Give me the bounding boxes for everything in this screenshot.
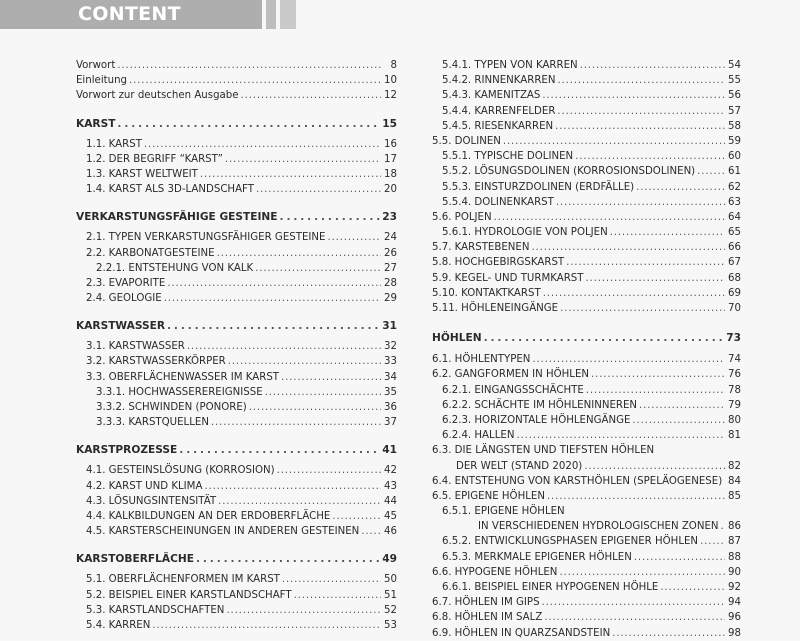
toc-entry-title: 2.2.1. ENTSTEHUNG VON KALK	[96, 262, 254, 274]
toc-entry	[76, 572, 397, 587]
toc-entry	[76, 58, 397, 73]
toc-entry-title: 5.5.4. DOLINENKARST	[442, 196, 554, 208]
toc-entry	[432, 352, 741, 367]
toc-entry-title: 1.2. DER BEGRIFF “KARST”	[86, 153, 223, 165]
toc-page-number: 35	[384, 386, 397, 398]
toc-entry	[76, 479, 397, 494]
toc-leader-dots	[721, 519, 726, 534]
toc-leader-dots	[544, 610, 725, 625]
toc-entry	[432, 255, 741, 270]
toc-leader-dots	[542, 595, 725, 610]
toc-entry-title: Vorwort	[76, 60, 116, 71]
toc-entry	[432, 104, 741, 119]
toc-entry-title: 6.5. EPIGENE HÖHLEN	[432, 490, 545, 502]
toc-chapter	[432, 330, 741, 347]
toc-leader-dots	[555, 119, 725, 134]
toc-page-number: 54	[728, 60, 741, 71]
toc-entry-title: 5.3. KARSTLANDSCHAFTEN	[86, 604, 225, 616]
toc-leader-dots	[516, 428, 725, 443]
toc-page-number: 64	[728, 211, 741, 223]
toc-page-number: 65	[728, 227, 741, 239]
toc-entry	[432, 504, 741, 519]
toc-leader-dots	[575, 149, 725, 164]
toc-entry	[76, 524, 397, 539]
toc-page-number: 58	[728, 120, 741, 132]
toc-page-number: 59	[728, 135, 741, 147]
toc-leader-dots	[584, 459, 725, 474]
toc-entry	[432, 286, 741, 301]
toc-page-number: 26	[384, 247, 397, 259]
toc-entry	[76, 415, 397, 430]
toc-entry-title: 5.4.4. KARRENFELDER	[442, 105, 556, 117]
toc-leader-dots	[167, 276, 381, 291]
toc-entry-title: 3.3. OBERFLÄCHENWASSER IM KARST	[86, 371, 280, 383]
toc-page-number: 66	[728, 242, 741, 254]
toc-entry-title: 5.6.1. HYDROLOGIE VON POLJEN	[442, 227, 608, 239]
toc-leader-dots	[542, 88, 725, 103]
toc-page-number: 50	[384, 574, 397, 586]
toc-leader-dots	[566, 255, 725, 270]
toc-page-number: 8	[390, 60, 397, 71]
toc-leader-dots	[556, 195, 725, 210]
toc-leader-dots	[724, 474, 725, 489]
toc-leader-dots	[225, 152, 381, 167]
toc-page-number: 33	[384, 356, 397, 368]
toc-entry-title: 6.2. GANGFORMEN IN HÖHLEN	[432, 369, 590, 381]
toc-page-number: 43	[384, 480, 397, 492]
page-title: CONTENT	[78, 3, 181, 25]
toc-page-number: 82	[728, 460, 741, 472]
toc-page-number: 67	[728, 257, 741, 269]
toc-entry-title: 3.3.2. SCHWINDEN (PONORE)	[96, 402, 247, 413]
toc-entry	[432, 519, 741, 534]
toc-entry	[432, 489, 741, 504]
toc-entry	[76, 339, 397, 354]
toc-entry-title: 6.5.1. EPIGENE HÖHLEN	[442, 506, 565, 518]
toc-entry-title: 1.4. KARST ALS 3D-LANDSCHAFT	[86, 184, 254, 196]
toc-leader-dots	[503, 134, 725, 149]
toc-page-number: 24	[384, 232, 397, 244]
toc-page-number: 36	[384, 402, 397, 413]
toc-leader-dots	[196, 551, 380, 568]
toc-page-number: 29	[384, 293, 397, 305]
toc-entry	[432, 271, 741, 286]
toc-leader-dots	[241, 88, 381, 103]
toc-leader-dots	[547, 489, 725, 504]
toc-entry	[432, 565, 741, 580]
toc-page-number: 70	[728, 303, 741, 314]
toc-entry-title: 5.1. OBERFLÄCHENFORMEN IM KARST	[86, 574, 280, 586]
toc-entry-title: Vorwort zur deutschen Ausgabe	[76, 90, 239, 102]
toc-page-number: 92	[728, 582, 741, 593]
toc-left-column	[76, 58, 397, 633]
toc-right-column	[432, 58, 741, 641]
toc-entry	[432, 180, 741, 195]
toc-entry-title: 5.5.3. EINSTURZDOLINEN (ERDFÄLLE)	[442, 181, 635, 193]
toc-entry-title: 5.8. HOCHGEBIRGSKARST	[432, 257, 565, 269]
toc-entry	[76, 354, 397, 369]
toc-leader-dots	[280, 209, 381, 226]
toc-page-number: 94	[728, 597, 741, 609]
toc-entry	[432, 210, 741, 225]
toc-leader-dots	[217, 246, 381, 261]
toc-entry	[432, 580, 741, 595]
toc-leader-dots	[256, 182, 381, 197]
toc-leader-dots	[612, 626, 725, 641]
toc-leader-dots	[585, 271, 725, 286]
toc-page-number: 88	[728, 551, 741, 563]
toc-entry-title: 5.5.1. TYPISCHE DOLINEN	[442, 151, 574, 163]
toc-leader-dots	[700, 534, 725, 549]
toc-leader-dots	[560, 301, 725, 316]
toc-entry-title: 6.5.3. MERKMALE EPIGENER HÖHLEN	[442, 551, 632, 563]
toc-entry-title: 3.1. KARSTWASSER	[86, 341, 185, 353]
toc-page-number: 68	[728, 272, 741, 284]
toc-entry	[76, 588, 397, 603]
toc-entry-title: 6.2.2. SCHÄCHTE IM HÖHLENINNEREN	[442, 399, 638, 411]
toc-leader-dots	[164, 291, 381, 306]
toc-leader-dots	[167, 318, 380, 335]
toc-entry	[432, 195, 741, 210]
toc-entry-title: 5.7. KARSTEBENEN	[432, 242, 530, 254]
toc-page-number: 86	[728, 521, 741, 533]
toc-leader-dots	[218, 494, 381, 509]
toc-page-number: 96	[728, 612, 741, 624]
toc-entry-title: 3.2. KARSTWASSERKÖRPER	[86, 356, 226, 368]
toc-page-number: 53	[384, 619, 397, 631]
toc-entry-title: 6.2.3. HORIZONTALE HÖHLENGÄNGE	[442, 414, 631, 426]
toc-page-number: 27	[384, 262, 397, 274]
toc-entry-title: HÖHLEN	[432, 332, 482, 345]
toc-entry-title: 4.1. GESTEINSLÖSUNG (KORROSION)	[86, 465, 275, 477]
toc-page-number: 18	[384, 168, 397, 180]
toc-entry	[76, 152, 397, 167]
toc-leader-dots	[697, 164, 725, 179]
toc-leader-dots	[543, 286, 725, 301]
toc-entry	[432, 413, 741, 428]
toc-entry	[432, 474, 741, 489]
toc-entry	[432, 73, 741, 88]
toc-leader-dots	[531, 240, 725, 255]
toc-page-number: 28	[384, 277, 397, 289]
toc-entry	[76, 167, 397, 182]
toc-page-number: 51	[384, 589, 397, 601]
toc-leader-dots	[294, 588, 381, 603]
toc-entry	[76, 261, 397, 276]
toc-entry	[76, 603, 397, 618]
toc-leader-dots	[281, 370, 381, 385]
toc-entry-title: 6.1. HÖHLENTYPEN	[432, 354, 531, 366]
toc-entry-title: 1.1. KARST	[86, 138, 142, 150]
toc-entry	[432, 534, 741, 549]
toc-chapter	[76, 551, 397, 568]
toc-entry	[76, 182, 397, 197]
toc-page-number: 49	[382, 553, 397, 566]
toc-entry	[432, 88, 741, 103]
toc-page-number: 76	[728, 369, 741, 381]
toc-leader-dots	[361, 524, 381, 539]
toc-entry-title: DER WELT (STAND 2020)	[456, 460, 583, 472]
toc-entry	[432, 443, 741, 458]
toc-page-number: 63	[728, 196, 741, 208]
toc-entry	[432, 398, 741, 413]
toc-entry-title: 2.3. EVAPORITE	[86, 277, 166, 289]
toc-entry-title: 6.2.1. EINGANGSSCHÄCHTE	[442, 384, 584, 396]
toc-page-number: 85	[728, 490, 741, 502]
toc-entry	[432, 134, 741, 149]
toc-leader-dots	[282, 572, 381, 587]
toc-page-number: 60	[728, 151, 741, 163]
toc-page-number: 55	[728, 75, 741, 87]
toc-page-number: 46	[384, 526, 397, 538]
toc-page-number: 57	[728, 105, 741, 117]
toc-leader-dots	[327, 230, 381, 245]
toc-leader-dots	[532, 352, 725, 367]
toc-page-number: 73	[726, 332, 741, 345]
toc-leader-dots	[591, 367, 725, 382]
toc-entry-title: KARSTPROZESSE	[76, 444, 178, 457]
toc-entry-title: 1.3. KARST WELTWEIT	[86, 168, 198, 180]
toc-entry	[432, 550, 741, 565]
toc-page-number: 52	[384, 604, 397, 616]
toc-entry-title: 4.3. LÖSUNGSINTENSITÄT	[86, 495, 217, 507]
toc-page-number: 20	[384, 184, 397, 196]
toc-page-number: 10	[384, 75, 397, 87]
toc-entry	[432, 595, 741, 610]
toc-leader-dots	[200, 167, 381, 182]
toc-entry-title: 5.4.3. KAMENITZAS	[442, 90, 541, 102]
toc-leader-dots	[634, 550, 725, 565]
toc-leader-dots	[152, 618, 381, 633]
toc-entry-title: 2.2. KARBONATGESTEINE	[86, 247, 215, 259]
toc-entry	[432, 367, 741, 382]
toc-entry-title: 4.4. KALKBILDUNGEN AN DER ERDOBERFLÄCHE	[86, 510, 331, 522]
toc-leader-dots	[226, 603, 381, 618]
toc-leader-dots	[494, 210, 725, 225]
toc-leader-dots	[559, 565, 725, 580]
toc-page-number: 61	[728, 166, 741, 178]
toc-page-number: 56	[728, 90, 741, 102]
toc-entry	[432, 225, 741, 240]
toc-entry-title: 6.2.4. HALLEN	[442, 430, 515, 442]
header-stripe	[280, 0, 296, 29]
toc-entry-title: 5.11. HÖHLENEINGÄNGE	[432, 303, 559, 314]
header-stripe	[266, 0, 276, 29]
toc-entry	[432, 301, 741, 316]
toc-page-number: 81	[728, 430, 741, 442]
toc-leader-dots	[144, 137, 381, 152]
toc-entry	[432, 164, 741, 179]
toc-entry	[432, 610, 741, 625]
toc-entry	[432, 240, 741, 255]
toc-entry-title: 6.6. HYPOGENE HÖHLEN	[432, 566, 558, 578]
toc-entry-title: 6.6.1. BEISPIEL EINER HYPOGENEN HÖHLE	[442, 582, 659, 593]
toc-entry-title: 2.4. GEOLOGIE	[86, 293, 162, 305]
toc-entry-title: 5.2. BEISPIEL EINER KARSTLANDSCHAFT	[86, 589, 292, 601]
toc-page-number: 42	[384, 465, 397, 477]
toc-entry	[76, 246, 397, 261]
toc-leader-dots	[211, 415, 381, 430]
toc-leader-dots	[332, 509, 381, 524]
toc-leader-dots	[204, 479, 381, 494]
toc-page-number: 17	[384, 153, 397, 165]
toc-chapter	[76, 209, 397, 226]
toc-entry-title: 5.9. KEGEL- UND TURMKARST	[432, 272, 584, 284]
toc-entry-title: VERKARSTUNGSFÄHIGE GESTEINE	[76, 211, 278, 224]
toc-leader-dots	[636, 180, 725, 195]
toc-leader-dots	[179, 442, 380, 459]
toc-chapter	[76, 318, 397, 335]
toc-entry	[76, 73, 397, 88]
toc-entry-title: IN VERSCHIEDENEN HYDROLOGISCHEN ZONEN	[478, 521, 719, 533]
toc-leader-dots	[557, 73, 725, 88]
toc-entry-title: KARSTWASSER	[76, 320, 166, 333]
toc-leader-dots	[610, 225, 725, 240]
toc-leader-dots	[249, 400, 381, 415]
toc-page-number: 44	[384, 495, 397, 507]
toc-page-number: 79	[728, 399, 741, 411]
toc-entry-title: 6.5.2. ENTWICKLUNGSPHASEN EPIGENER HÖHLEN	[442, 536, 699, 548]
toc-entry	[76, 400, 397, 415]
toc-entry-title: 6.8. HÖHLEN IM SALZ	[432, 612, 543, 624]
toc-entry-title: KARSTOBERFLÄCHE	[76, 553, 194, 566]
toc-entry	[76, 385, 397, 400]
toc-entry	[76, 291, 397, 306]
toc-chapter	[76, 442, 397, 459]
toc-leader-dots	[187, 339, 381, 354]
toc-entry-title: 2.1. TYPEN VERKARSTUNGSFÄHIGER GESTEINE	[86, 232, 326, 244]
toc-page-number: 98	[728, 627, 741, 639]
toc-page-number: 69	[728, 287, 741, 299]
toc-entry	[432, 459, 741, 474]
toc-leader-dots	[586, 383, 725, 398]
toc-entry-title: 6.3. DIE LÄNGSTEN UND TIEFSTEN HÖHLEN	[432, 445, 655, 457]
toc-entry-title: 4.5. KARSTERSCHEINUNGEN IN ANDEREN GESTEINEN	[86, 526, 360, 538]
toc-page-number: 41	[382, 444, 397, 457]
toc-entry	[76, 137, 397, 152]
toc-leader-dots	[557, 104, 725, 119]
toc-entry-title: 5.4.2. RINNENKARREN	[442, 75, 556, 87]
toc-entry-title: 6.9. HÖHLEN IN QUARZSANDSTEIN	[432, 627, 611, 639]
toc-entry	[432, 383, 741, 398]
toc-leader-dots	[632, 413, 725, 428]
toc-page-number: 15	[382, 117, 397, 130]
toc-entry-title: 3.3.1. HOCHWASSEREREIGNISSE	[96, 386, 263, 398]
toc-entry-title: 6.7. HÖHLEN IM GIPS	[432, 597, 540, 609]
toc-entry	[76, 230, 397, 245]
toc-leader-dots	[117, 58, 381, 73]
toc-entry-title: 5.4.5. RIESENKARREN	[442, 120, 554, 132]
toc-entry	[76, 463, 397, 478]
toc-leader-dots	[484, 330, 725, 347]
toc-leader-dots	[228, 354, 381, 369]
toc-entry	[432, 626, 741, 641]
toc-page-number: 32	[384, 341, 397, 353]
toc-leader-dots	[277, 463, 381, 478]
toc-entry	[432, 58, 741, 73]
toc-entry-title: 5.4.1. TYPEN VON KARREN	[442, 60, 578, 71]
toc-entry-title: 4.2. KARST UND KLIMA	[86, 480, 203, 492]
toc-page-number: 80	[728, 414, 741, 426]
toc-leader-dots	[580, 58, 725, 73]
toc-entry-title: 5.4. KARREN	[86, 619, 151, 631]
toc-entry-title: 5.5.2. LÖSUNGSDOLINEN (KORROSIONSDOLINEN)	[442, 166, 696, 178]
toc-page-number: 37	[384, 417, 397, 429]
toc-page-number: 45	[384, 510, 397, 522]
toc-entry-title: 3.3.3. KARSTQUELLEN	[96, 417, 209, 429]
toc-page-number: 62	[728, 181, 741, 193]
toc-entry	[76, 370, 397, 385]
toc-entry	[432, 119, 741, 134]
toc-entry-title: 5.10. KONTAKTKARST	[432, 287, 541, 299]
toc-entry	[76, 494, 397, 509]
toc-entry	[76, 88, 397, 103]
toc-entry-title: Einleitung	[76, 75, 128, 87]
toc-entry	[432, 149, 741, 164]
toc-chapter	[76, 116, 397, 133]
toc-entry	[432, 428, 741, 443]
toc-page-number: 34	[384, 371, 397, 383]
toc-page-number: 78	[728, 384, 741, 396]
toc-entry-title: KARST	[76, 117, 116, 130]
toc-page-number: 12	[384, 90, 397, 102]
toc-entry-title: 6.4. ENTSTEHUNG VON KARSTHÖHLEN (SPELÄOGENESE)	[432, 475, 723, 487]
toc-entry	[76, 509, 397, 524]
toc-leader-dots	[129, 73, 381, 88]
toc-leader-dots	[639, 398, 725, 413]
toc-entry-title: 5.6. POLJEN	[432, 211, 492, 223]
toc-page-number: 87	[728, 536, 741, 548]
toc-entry	[76, 618, 397, 633]
toc-leader-dots	[255, 261, 381, 276]
toc-entry	[76, 276, 397, 291]
page-header	[0, 0, 800, 30]
toc-page-number: 23	[382, 211, 397, 224]
toc-leader-dots	[265, 385, 381, 400]
toc-page-number: 31	[382, 320, 397, 333]
toc-entry-title: 5.5. DOLINEN	[432, 135, 501, 147]
toc-page-number: 90	[728, 566, 741, 578]
toc-page-number: 74	[728, 354, 741, 366]
toc-page-number: 16	[384, 138, 397, 150]
toc-leader-dots	[117, 116, 380, 133]
toc-leader-dots	[660, 580, 725, 595]
toc-page-number: 84	[728, 475, 741, 487]
